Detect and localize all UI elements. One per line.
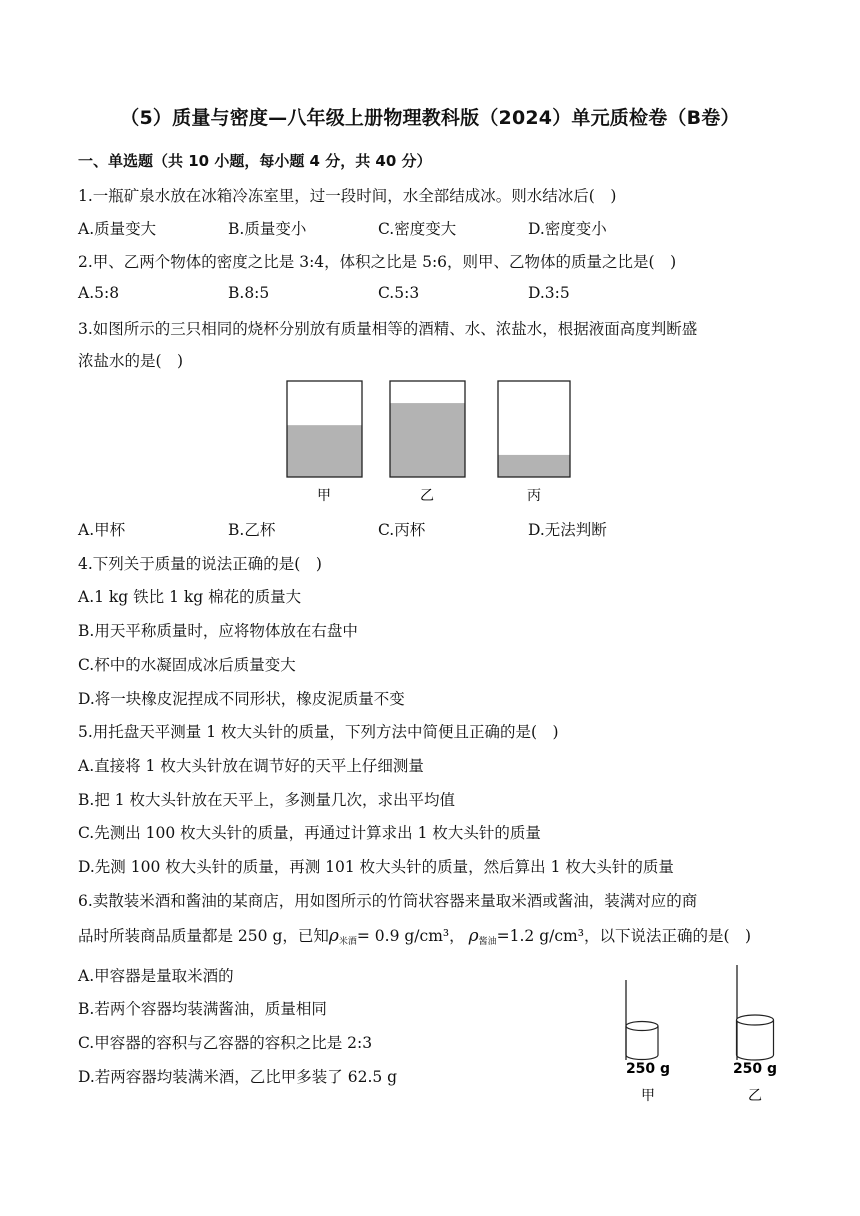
container-yi-body: [737, 1020, 774, 1060]
question-2-option-a[interactable]: A.5:8: [78, 284, 120, 302]
container-yi-rim: [737, 1015, 774, 1025]
question-5-option-c[interactable]: C.先测出 100 枚大头针的质量，再通过计算求出 1 枚大头针的质量: [78, 824, 541, 842]
question-5-stem: 5.用托盘天平测量 1 枚大头针的质量，下列方法中简便且正确的是( ): [78, 723, 559, 741]
question-3-option-a[interactable]: A.甲杯: [78, 521, 126, 539]
container-yi: [733, 965, 777, 1104]
container-jia-rim: [626, 1022, 658, 1031]
rho-symbol-soy-sauce: ρ: [468, 926, 479, 946]
question-3-stem-line-1: 3.如图所示的三只相同的烧杯分别放有质量相等的酒精、水、浓盐水，根据液面高度判断盛: [78, 320, 698, 338]
question-6-option-d[interactable]: D.若两容器均装满米酒，乙比甲多装了 62.5 g: [78, 1068, 398, 1086]
density-rice-wine: = 0.9 g/cm³: [356, 927, 450, 945]
question-6-option-a[interactable]: A.甲容器是量取米酒的: [78, 967, 234, 985]
beaker-jia: [287, 381, 362, 504]
question-1-option-b[interactable]: B.质量变小: [228, 220, 307, 238]
beaker-yi: [390, 381, 465, 504]
beaker-yi-label: 乙: [420, 488, 434, 504]
question-6-stem-line-1: 6.卖散装米酒和酱油的某商店，用如图所示的竹筒状容器来量取米酒或酱油，装满对应的商: [78, 892, 698, 910]
page-title: （5）质量与密度—八年级上册物理教科版（2024）单元质检卷（B卷）: [120, 107, 740, 129]
container-jia-label: 甲: [641, 1088, 655, 1104]
question-5-option-d[interactable]: D.先测 100 枚大头针的质量，再测 101 枚大头针的质量，然后算出 1 枚大头针的质量: [78, 858, 674, 876]
container-yi-label: 乙: [748, 1088, 762, 1104]
question-6-option-c[interactable]: C.甲容器的容积与乙容器的容积之比是 2:3: [78, 1034, 373, 1052]
beaker-bing-label: 丙: [527, 488, 541, 504]
question-4-option-d[interactable]: D.将一块橡皮泥捏成不同形状，橡皮泥质量不变: [78, 690, 405, 708]
question-6-stem-text-a: 品时所装商品质量都是 250 g，已知: [78, 927, 329, 945]
question-5-option-a[interactable]: A.直接将 1 枚大头针放在调节好的天平上仔细测量: [78, 757, 424, 775]
question-1-stem: 1.一瓶矿泉水放在冰箱冷冻室里，过一段时间，水全部结成冰。则水结冰后( ): [78, 187, 617, 205]
question-3-stem-line-2: 浓盐水的是( ): [78, 352, 184, 370]
question-1-option-d[interactable]: D.密度变小: [528, 220, 607, 238]
beaker-bing: [498, 381, 570, 504]
question-3-option-b[interactable]: B.乙杯: [228, 521, 276, 539]
beaker-yi-liquid: [390, 403, 465, 477]
container-jia-mass-label: 250 g: [625, 1061, 671, 1077]
question-4-option-b[interactable]: B.用天平称质量时，应将物体放在右盘中: [78, 622, 358, 640]
question-6-option-b[interactable]: B.若两个容器均装满酱油，质量相同: [78, 1000, 327, 1018]
question-3-option-d[interactable]: D.无法判断: [528, 521, 607, 539]
section-heading: 一、单选题（共 10 小题，每小题 4 分，共 40 分）: [78, 152, 432, 170]
question-2-stem: 2.甲、乙两个物体的密度之比是 3:4，体积之比是 5:6，则甲、乙物体的质量之比是( ): [78, 253, 677, 271]
question-2-option-d[interactable]: D.3:5: [528, 284, 570, 302]
question-1-option-a[interactable]: A.质量变大: [78, 220, 157, 238]
question-2-option-b[interactable]: B.8:5: [228, 284, 270, 302]
bamboo-containers-figure: [600, 960, 800, 1110]
question-2-option-c[interactable]: C.5:3: [378, 284, 420, 302]
container-jia: [626, 980, 670, 1104]
question-4-option-a[interactable]: A.1 kg 铁比 1 kg 棉花的质量大: [78, 588, 302, 606]
beaker-bing-liquid: [498, 455, 570, 477]
question-4-stem: 4.下列关于质量的说法正确的是( ): [78, 555, 322, 573]
rho-subscript-rice-wine: 米酒: [338, 937, 357, 947]
rho-subscript-soy-sauce: 酱油: [478, 937, 497, 947]
density-soy-sauce: =1.2 g/cm³: [496, 927, 584, 945]
beakers-figure: [282, 378, 572, 508]
beaker-jia-liquid: [287, 425, 362, 477]
container-yi-mass-label: 250 g: [732, 1061, 778, 1077]
question-6-stem-text-b: ，以下说法正确的是( ): [583, 927, 752, 945]
question-3-option-c[interactable]: C.丙杯: [378, 521, 426, 539]
question-6-stem-line-2: [78, 924, 751, 947]
beaker-jia-label: 甲: [317, 488, 331, 504]
stem-separator: ，: [449, 927, 465, 945]
rho-symbol-rice-wine: ρ: [328, 926, 339, 946]
question-5-option-b[interactable]: B.把 1 枚大头针放在天平上，多测量几次，求出平均值: [78, 791, 456, 809]
question-1-option-c[interactable]: C.密度变大: [378, 220, 457, 238]
question-4-option-c[interactable]: C.杯中的水凝固成冰后质量变大: [78, 656, 296, 674]
